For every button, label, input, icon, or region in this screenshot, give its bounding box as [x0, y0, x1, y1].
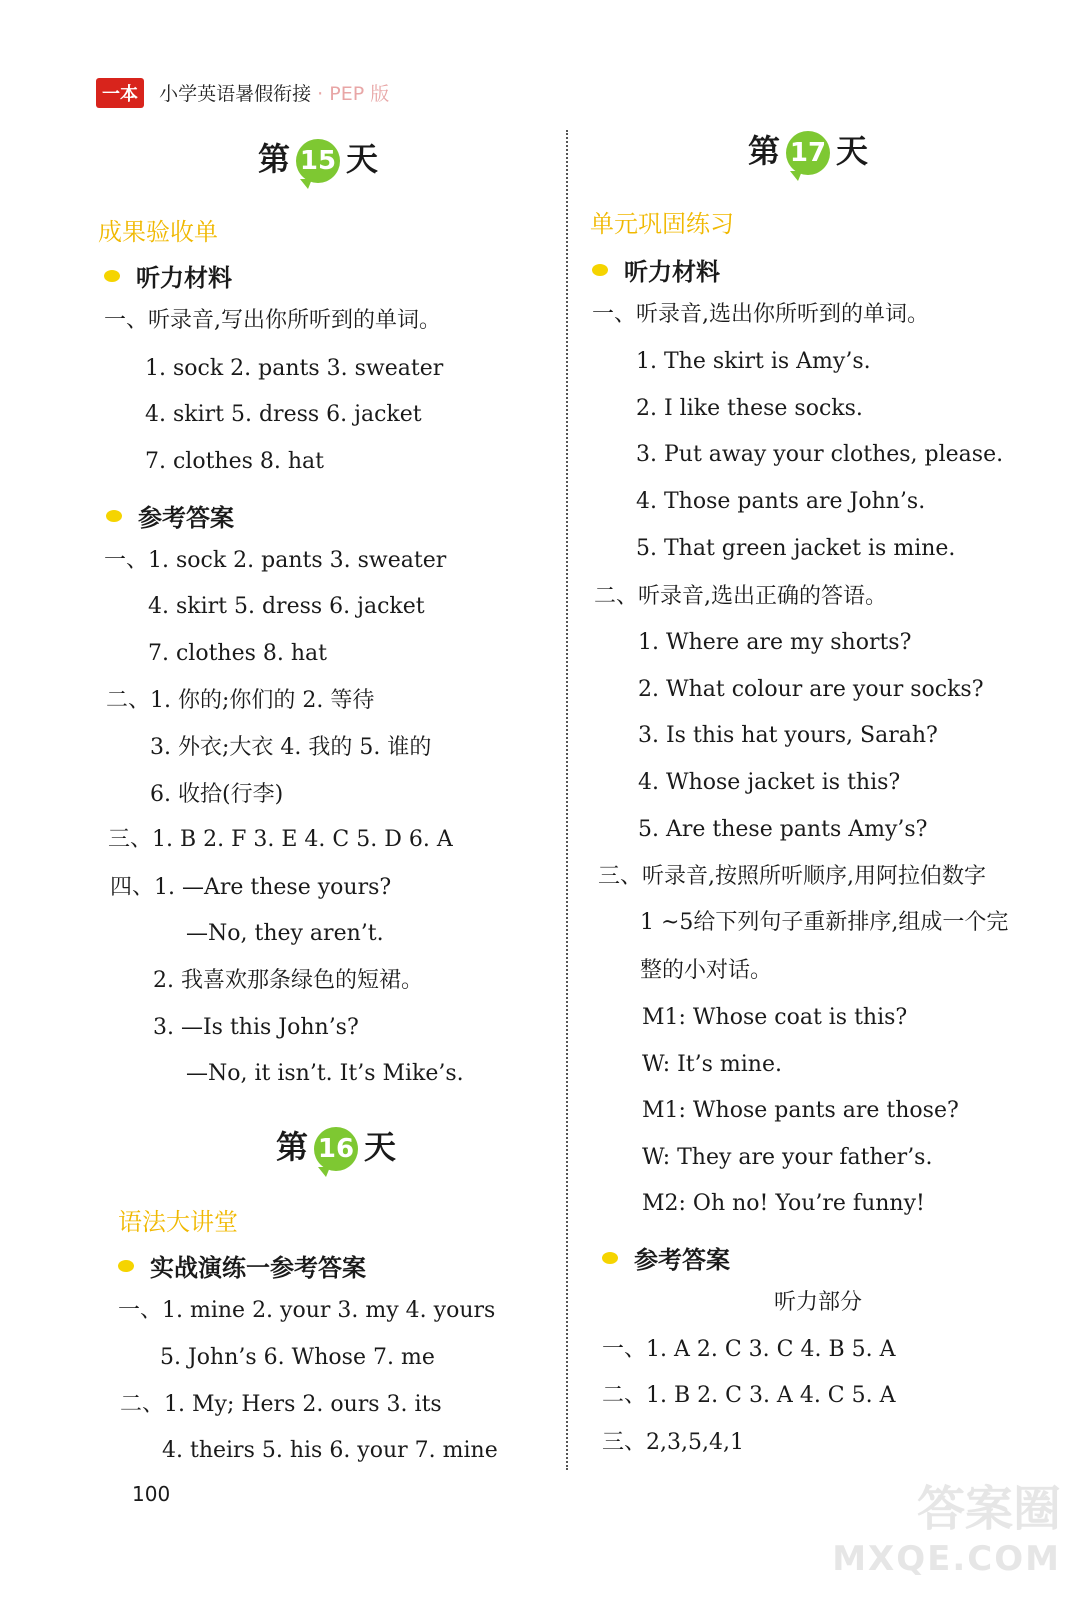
- answer-line: 一、1. A 2. C 3. C 4. B 5. A: [602, 1337, 896, 1362]
- section-title: 语法大讲堂: [118, 1208, 238, 1236]
- answer-line: 二、1. B 2. C 3. A 4. C 5. A: [602, 1383, 896, 1408]
- answer-line: 7. clothes 8. hat: [148, 641, 328, 666]
- answer-line: 二、1. My; Hers 2. ours 3. its: [120, 1392, 442, 1417]
- bullet-icon: [592, 264, 608, 276]
- listening-heading: 听力材料: [592, 252, 720, 287]
- day-16-title: 第 16 天: [276, 1122, 396, 1171]
- answer-line: 一、1. mine 2. your 3. my 4. yours: [118, 1298, 496, 1323]
- list-item: 1. sock 2. pants 3. sweater: [145, 356, 444, 381]
- list-item: 5. That green jacket is mine.: [636, 536, 956, 561]
- day-number-badge: 17: [786, 131, 830, 175]
- watermark: 答案圈 MXQE.COM: [832, 1481, 1061, 1579]
- answer-line: —No, they aren’t.: [186, 921, 384, 946]
- practice-heading: 实战演练一参考答案: [118, 1248, 366, 1283]
- day-number-badge: 15: [296, 139, 340, 183]
- list-item: 7. clothes 8. hat: [145, 449, 325, 474]
- section-title: 单元巩固练习: [590, 210, 734, 238]
- answer-heading: 参考答案: [106, 498, 234, 533]
- answer-line: 一、1. sock 2. pants 3. sweater: [104, 548, 447, 573]
- listening-heading: 听力材料: [104, 258, 232, 293]
- book-title: 小学英语暑假衔接 · PEP 版: [159, 83, 390, 105]
- answer-line: 3. 外衣;大衣 4. 我的 5. 谁的: [150, 735, 432, 760]
- dialog-line: W: It’s mine.: [642, 1052, 782, 1077]
- bullet-icon: [106, 510, 122, 522]
- answer-line: 四、1. —Are these yours?: [110, 875, 392, 900]
- list-item: 4. Whose jacket is this?: [638, 770, 901, 795]
- dialog-line: M1: Whose pants are those?: [642, 1098, 959, 1123]
- answer-line: 4. theirs 5. his 6. your 7. mine: [162, 1438, 498, 1463]
- list-item: 1. The skirt is Amy’s.: [636, 349, 871, 374]
- answer-heading: 参考答案: [602, 1240, 730, 1275]
- column-divider: [566, 130, 568, 1470]
- list-item: 2. I like these socks.: [636, 396, 863, 421]
- answer-line: 6. 收拾(行李): [150, 782, 284, 807]
- day-15-title: 第 15 天: [258, 134, 378, 183]
- question-text: 二、听录音,选出正确的答语。: [594, 584, 887, 609]
- answer-line: 5. John’s 6. Whose 7. me: [160, 1345, 435, 1370]
- answer-line: 三、1. B 2. F 3. E 4. C 5. D 6. A: [108, 827, 453, 852]
- question-text: 整的小对话。: [640, 958, 773, 983]
- dialog-line: M2: Oh no! You’re funny!: [642, 1191, 925, 1216]
- list-item: 5. Are these pants Amy’s?: [638, 817, 928, 842]
- list-item: 1. Where are my shorts?: [638, 630, 912, 655]
- question-text: 1 ~5给下列句子重新排序,组成一个完: [640, 910, 1009, 935]
- page-number: 100: [132, 1482, 171, 1506]
- day-17-title: 第 17 天: [748, 126, 868, 175]
- bullet-icon: [602, 1252, 618, 1264]
- answer-line: 三、2,3,5,4,1: [602, 1430, 744, 1455]
- list-item: 3. Put away your clothes, please.: [636, 442, 1004, 467]
- page-header: [96, 78, 389, 108]
- question-text: 一、听录音,写出你所听到的单词。: [104, 308, 441, 333]
- listening-part-label: 听力部分: [774, 1290, 863, 1315]
- bullet-icon: [118, 1260, 134, 1272]
- answer-line: 2. 我喜欢那条绿色的短裙。: [153, 968, 423, 993]
- answer-line: 4. skirt 5. dress 6. jacket: [148, 594, 425, 619]
- bullet-icon: [104, 270, 120, 282]
- section-title: 成果验收单: [98, 218, 218, 246]
- dialog-line: W: They are your father’s.: [642, 1145, 933, 1170]
- answer-line: 3. —Is this John’s?: [153, 1015, 359, 1040]
- day-number-badge: 16: [314, 1127, 358, 1171]
- list-item: 3. Is this hat yours, Sarah?: [638, 723, 938, 748]
- list-item: 2. What colour are your socks?: [638, 677, 984, 702]
- answer-line: —No, it isn’t. It’s Mike’s.: [186, 1061, 464, 1086]
- question-text: 三、听录音,按照所听顺序,用阿拉伯数字: [598, 864, 986, 889]
- dialog-line: M1: Whose coat is this?: [642, 1005, 908, 1030]
- brand-logo: 一本: [96, 78, 144, 108]
- answer-line: 二、1. 你的;你们的 2. 等待: [106, 688, 375, 713]
- list-item: 4. skirt 5. dress 6. jacket: [145, 402, 422, 427]
- list-item: 4. Those pants are John’s.: [636, 489, 926, 514]
- question-text: 一、听录音,选出你所听到的单词。: [592, 302, 929, 327]
